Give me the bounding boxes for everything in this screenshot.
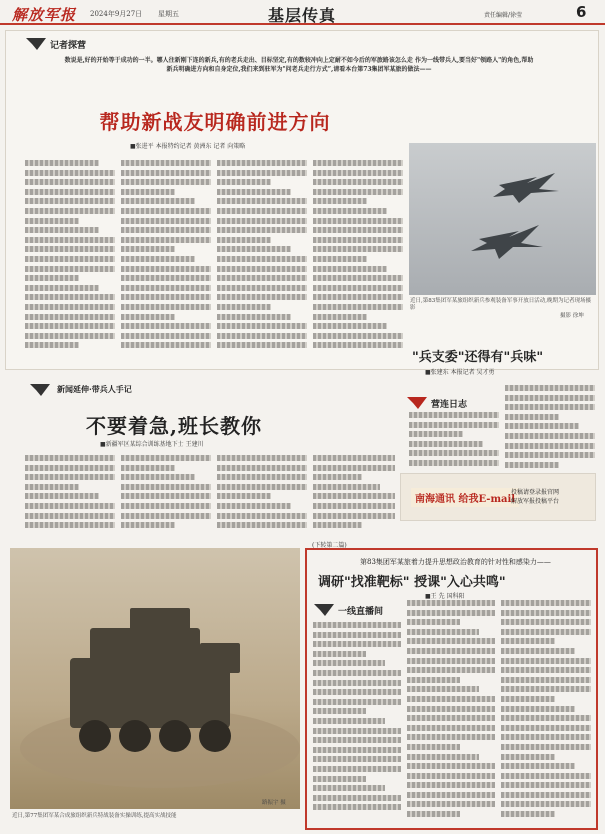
article-4-text-col-2: [407, 600, 495, 825]
editor-credit: 责任编辑/徐莹: [484, 12, 523, 19]
fighter-jets-photo: [409, 143, 596, 295]
email-info-line-2: 解放军报投稿平台: [511, 498, 560, 505]
page-number: 6: [576, 3, 587, 21]
issue-weekday: 星期五: [158, 10, 179, 18]
article-3-subhead: 新闻延伸·带兵人手记: [57, 384, 132, 394]
issue-date: 2024年9月27日: [90, 10, 143, 18]
article-1-text-col-3: [217, 160, 307, 362]
article-1-intro: 数说是,好的开始等于成功的一半。哪人往新刚下连的新兵,有的老兵走出、目标坚定,有的数较冲向上定耐不如今后的军旅路该怎么走 作为一线带兵人,要当好"领路人"的角色,帮助新兵明确进方向和自身定位,我们来到驻军为"问老兵走行方式”,请看本台第73集团军某旅的做法——: [64, 57, 534, 73]
tag-mark-icon: [407, 397, 427, 409]
article-3-photo: [10, 548, 300, 809]
masthead: 解放军报: [12, 6, 77, 24]
email-label: 南海通讯 给我E-mail: [411, 488, 519, 507]
article-4-tag-label: 一线直播间: [338, 606, 384, 617]
tag-mark-icon: [314, 604, 334, 616]
article-1-text-col-1: [25, 160, 115, 362]
article-3-headline: 不要着急,班长教你: [86, 414, 262, 438]
article-1-tag: [26, 37, 86, 51]
article-2-headline: "兵支委"还得有"兵味": [412, 350, 544, 365]
article-4-kicker: 第83集团军某旅着力提升思想政治教育的针对性和感染力——: [360, 558, 551, 566]
article-3-text-col-3: [217, 455, 307, 535]
article-3-byline: ■新疆军区某综合训练基地下士 王建川: [100, 441, 204, 448]
article-1-photo-caption: 近日,第83集团军某旅组织新兵参观装备军事开放日活动,晚期为记者现场摄影: [410, 298, 591, 311]
article-4-byline: ■王 先 国科阳: [425, 593, 465, 600]
article-3-text-col-1: [25, 455, 115, 535]
article-1-tag-label: 记者探营: [50, 40, 87, 51]
section-title: 基层传真: [268, 6, 337, 25]
article-1-byline: ■张进平 本报特约记者 黄洲东 记者 向策略: [130, 143, 246, 150]
article-1-headline: 帮助新战友明确前进方向: [99, 110, 331, 134]
article-3-photo-credit: 路振宇 摄: [262, 800, 286, 806]
article-3-photo-caption: 近日,第77集团军某合成旅组织新兵特战装备实操训练,提高实战技能: [12, 813, 177, 819]
article-3-tag: [30, 383, 50, 397]
email-info: [511, 488, 559, 506]
article-4-text-col-3: [501, 600, 591, 825]
article-4-tag: [314, 603, 383, 617]
article-4-text-col-1: [313, 622, 401, 825]
military-vehicle-photo: [10, 548, 300, 809]
email-submission-box: [400, 473, 596, 521]
article-2-text-col-2: [505, 385, 595, 470]
email-info-line-1: 投稿请登录报官网: [511, 489, 560, 496]
article-1-text-col-2: [121, 160, 211, 362]
article-3-continued-note: (下转第二篇): [312, 542, 347, 549]
article-3-text-col-2: [121, 455, 211, 535]
article-2-tag-label: 营连日志: [431, 399, 468, 410]
article-2-byline: ■张建东 本报记者 吴才勇: [425, 369, 495, 376]
tag-mark-icon: [26, 38, 46, 50]
article-2-tag: [407, 396, 467, 410]
article-1-photo: [409, 143, 596, 295]
article-3-text-col-4: [313, 455, 395, 535]
article-1-text-col-4: [313, 160, 403, 362]
article-1-photo-credit: 摄影 徐坤: [560, 313, 584, 319]
article-4-headline: 调研"找准靶标" 授课"入心共鸣": [318, 575, 506, 590]
page-header: [0, 0, 605, 25]
tag-mark-icon: [30, 384, 50, 396]
